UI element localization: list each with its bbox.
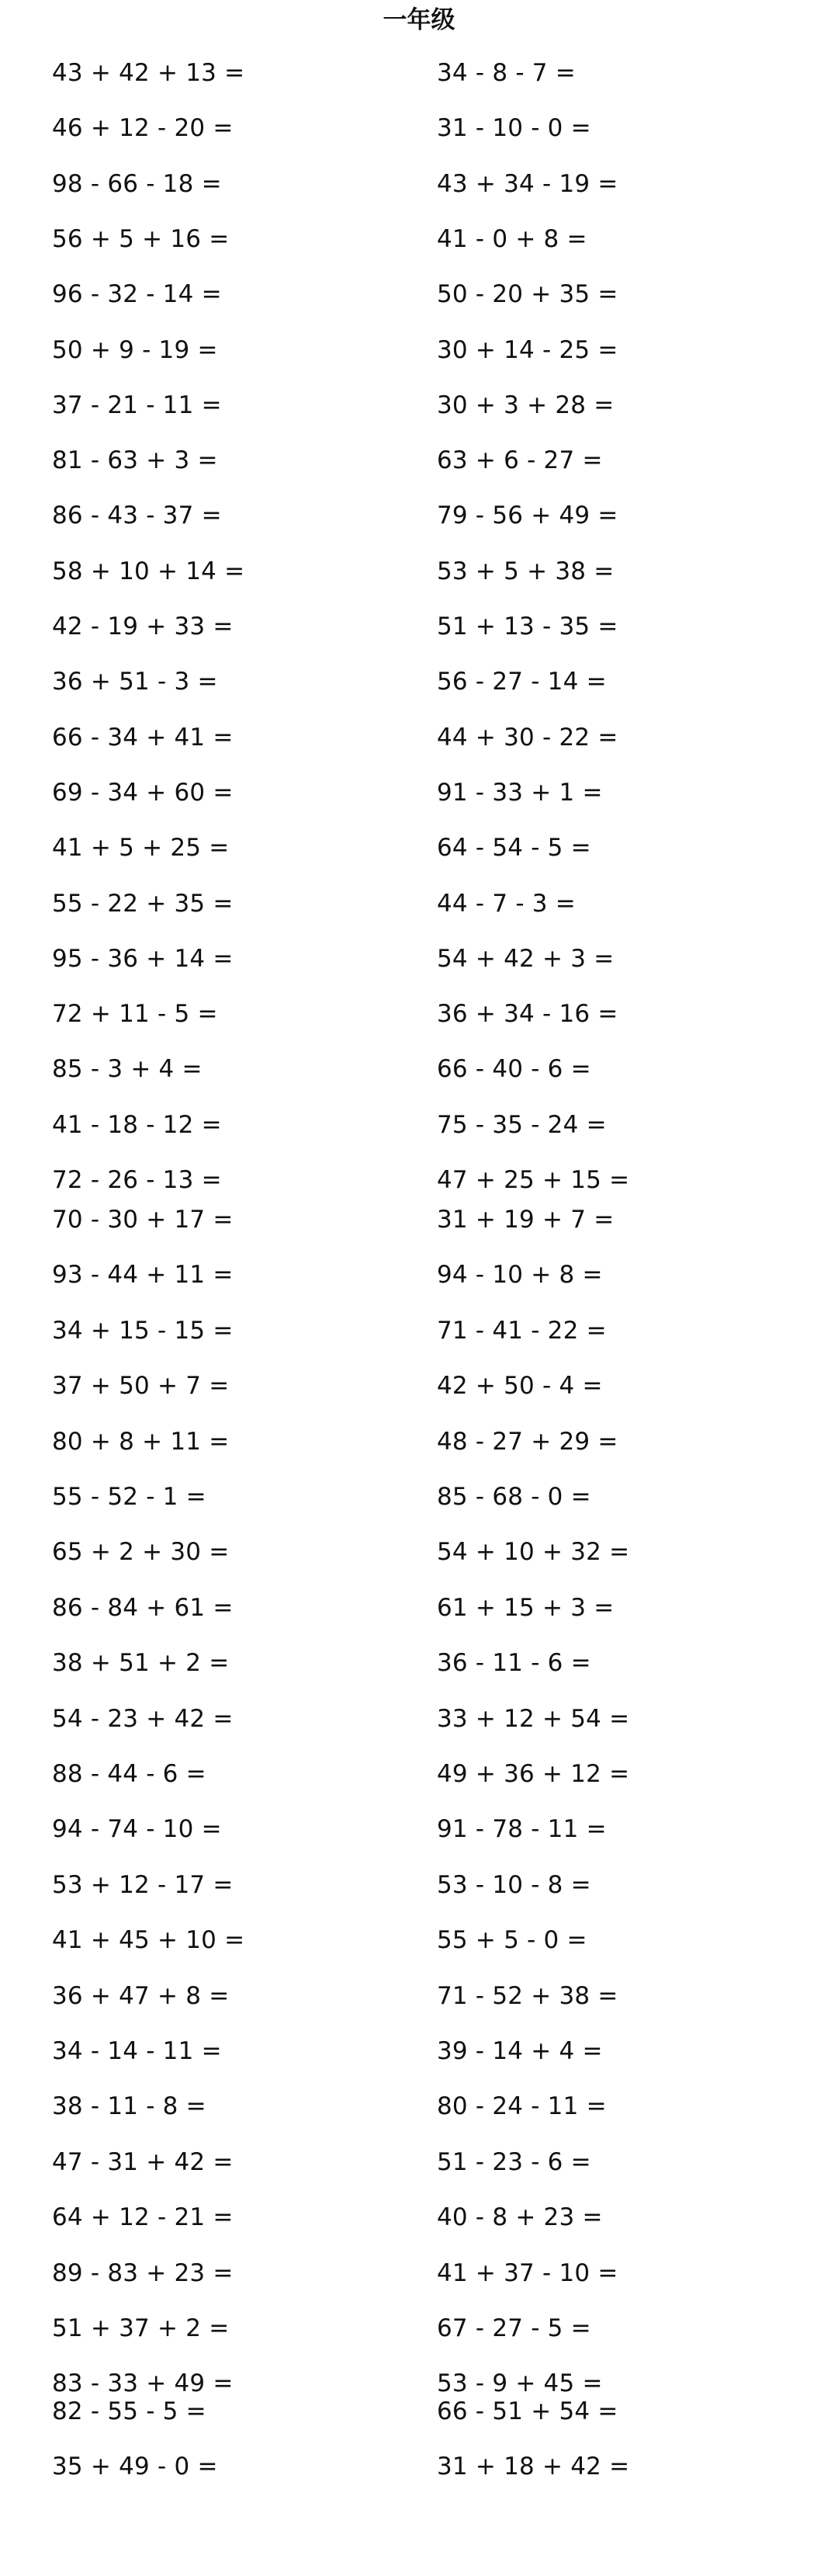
problem-right-21: 47 + 25 + 15 =: [437, 1166, 630, 1194]
problem-right-25: 42 + 50 - 4 =: [437, 1372, 603, 1401]
problem-left-16: 55 - 22 + 35 =: [52, 889, 234, 918]
problem-left-40: 64 + 12 - 21 =: [52, 2203, 234, 2232]
problem-right-29: 61 + 15 + 3 =: [437, 1593, 615, 1622]
problem-left-39: 47 - 31 + 42 =: [52, 2147, 234, 2176]
problem-right-38: 80 - 24 - 11 =: [437, 2092, 607, 2121]
problem-right-16: 44 - 7 - 3 =: [437, 889, 576, 918]
problem-left-23: 93 - 44 + 11 =: [52, 1261, 234, 1290]
problem-left-2: 46 + 12 - 20 =: [52, 114, 234, 143]
problem-right-30: 36 - 11 - 6 =: [437, 1649, 591, 1678]
problem-right-15: 64 - 54 - 5 =: [437, 834, 591, 863]
problem-right-10: 53 + 5 + 38 =: [437, 557, 615, 585]
problem-left-31: 54 - 23 + 42 =: [52, 1704, 234, 1733]
problem-left-38: 38 - 11 - 8 =: [52, 2092, 206, 2121]
problem-right-44: 66 - 51 + 54 =: [437, 2397, 618, 2425]
problem-left-19: 85 - 3 + 4 =: [52, 1055, 203, 1084]
problem-left-35: 41 + 45 + 10 =: [52, 1926, 245, 1955]
problem-left-1: 43 + 42 + 13 =: [52, 59, 245, 87]
problem-right-26: 48 - 27 + 29 =: [437, 1427, 618, 1456]
problem-left-14: 69 - 34 + 60 =: [52, 778, 234, 807]
problem-left-15: 41 + 5 + 25 =: [52, 834, 230, 863]
problem-left-7: 37 - 21 - 11 =: [52, 391, 222, 419]
problem-left-13: 66 - 34 + 41 =: [52, 723, 234, 752]
problem-right-40: 40 - 8 + 23 =: [437, 2203, 603, 2232]
problem-right-27: 85 - 68 - 0 =: [437, 1483, 591, 1511]
problem-left-12: 36 + 51 - 3 =: [52, 668, 218, 696]
problem-right-7: 30 + 3 + 28 =: [437, 391, 615, 419]
problem-left-28: 65 + 2 + 30 =: [52, 1538, 230, 1567]
problem-right-12: 56 - 27 - 14 =: [437, 668, 607, 696]
problem-right-37: 39 - 14 + 4 =: [437, 2037, 603, 2065]
problem-left-44: 82 - 55 - 5 =: [52, 2397, 206, 2425]
problem-right-35: 55 + 5 - 0 =: [437, 1926, 587, 1955]
problem-right-34: 53 - 10 - 8 =: [437, 1870, 591, 1899]
problem-right-32: 49 + 36 + 12 =: [437, 1760, 630, 1788]
problem-right-4: 41 - 0 + 8 =: [437, 224, 587, 253]
problem-right-31: 33 + 12 + 54 =: [437, 1704, 630, 1733]
problem-left-36: 36 + 47 + 8 =: [52, 1981, 230, 2010]
problem-left-26: 80 + 8 + 11 =: [52, 1427, 230, 1456]
problem-left-17: 95 - 36 + 14 =: [52, 944, 234, 973]
problem-right-1: 34 - 8 - 7 =: [437, 59, 576, 87]
problem-left-45: 35 + 49 - 0 =: [52, 2453, 218, 2481]
problem-right-39: 51 - 23 - 6 =: [437, 2147, 591, 2176]
problem-right-13: 44 + 30 - 22 =: [437, 723, 618, 752]
problem-right-23: 94 - 10 + 8 =: [437, 1261, 603, 1290]
problem-right-28: 54 + 10 + 32 =: [437, 1538, 630, 1567]
problem-right-43: 53 - 9 + 45 =: [437, 2369, 603, 2398]
problem-left-11: 42 - 19 + 33 =: [52, 613, 234, 641]
problem-right-24: 71 - 41 - 22 =: [437, 1316, 607, 1345]
problem-left-41: 89 - 83 + 23 =: [52, 2258, 234, 2287]
problem-left-24: 34 + 15 - 15 =: [52, 1316, 234, 1345]
problem-left-18: 72 + 11 - 5 =: [52, 1000, 218, 1029]
problem-left-29: 86 - 84 + 61 =: [52, 1593, 234, 1622]
problem-left-34: 53 + 12 - 17 =: [52, 1870, 234, 1899]
problem-right-22: 31 + 19 + 7 =: [437, 1206, 615, 1234]
problem-left-27: 55 - 52 - 1 =: [52, 1483, 206, 1511]
problem-left-33: 94 - 74 - 10 =: [52, 1815, 222, 1844]
worksheet-title: 一年级: [383, 6, 455, 34]
problem-left-42: 51 + 37 + 2 =: [52, 2314, 230, 2342]
problem-left-10: 58 + 10 + 14 =: [52, 557, 245, 585]
problem-left-9: 86 - 43 - 37 =: [52, 502, 222, 530]
problem-left-20: 41 - 18 - 12 =: [52, 1110, 222, 1139]
problem-left-37: 34 - 14 - 11 =: [52, 2037, 222, 2065]
problem-left-21: 72 - 26 - 13 =: [52, 1166, 222, 1194]
problem-left-30: 38 + 51 + 2 =: [52, 1649, 230, 1678]
problem-right-36: 71 - 52 + 38 =: [437, 1981, 618, 2010]
problem-right-19: 66 - 40 - 6 =: [437, 1055, 591, 1084]
problem-left-6: 50 + 9 - 19 =: [52, 335, 218, 364]
problem-right-2: 31 - 10 - 0 =: [437, 114, 591, 143]
problem-right-18: 36 + 34 - 16 =: [437, 1000, 618, 1029]
problem-right-5: 50 - 20 + 35 =: [437, 280, 618, 309]
problem-left-32: 88 - 44 - 6 =: [52, 1760, 206, 1788]
problem-left-22: 70 - 30 + 17 =: [52, 1206, 234, 1234]
problem-right-6: 30 + 14 - 25 =: [437, 335, 618, 364]
problem-left-8: 81 - 63 + 3 =: [52, 446, 218, 475]
problem-left-25: 37 + 50 + 7 =: [52, 1372, 230, 1401]
problem-right-20: 75 - 35 - 24 =: [437, 1110, 607, 1139]
problem-right-8: 63 + 6 - 27 =: [437, 446, 603, 475]
problem-right-17: 54 + 42 + 3 =: [437, 944, 615, 973]
problem-right-11: 51 + 13 - 35 =: [437, 613, 618, 641]
problem-right-42: 67 - 27 - 5 =: [437, 2314, 591, 2342]
problem-left-5: 96 - 32 - 14 =: [52, 280, 222, 309]
problem-right-3: 43 + 34 - 19 =: [437, 169, 618, 198]
problem-right-9: 79 - 56 + 49 =: [437, 502, 618, 530]
problem-left-3: 98 - 66 - 18 =: [52, 169, 222, 198]
problem-right-33: 91 - 78 - 11 =: [437, 1815, 607, 1844]
problem-left-4: 56 + 5 + 16 =: [52, 224, 230, 253]
problem-right-45: 31 + 18 + 42 =: [437, 2453, 630, 2481]
problem-left-43: 83 - 33 + 49 =: [52, 2369, 234, 2398]
problem-right-14: 91 - 33 + 1 =: [437, 778, 603, 807]
problem-right-41: 41 + 37 - 10 =: [437, 2258, 618, 2287]
